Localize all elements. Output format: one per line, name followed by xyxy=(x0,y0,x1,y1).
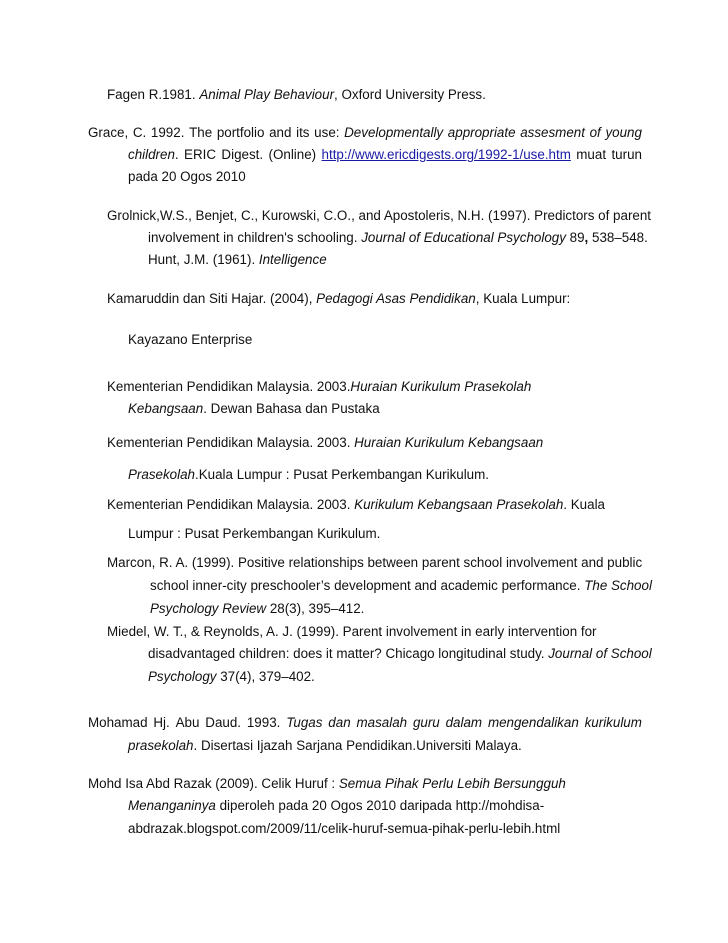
ericdigests-link[interactable]: http://www.ericdigests.org/1992-1/use.htm xyxy=(321,147,571,162)
ref-kpm2-line2 xyxy=(128,466,489,484)
ref-title: Kebangsaan xyxy=(128,401,204,416)
word: 1993. xyxy=(246,715,281,730)
ref-author: Kementerian Pendidikan Malaysia. 2003. xyxy=(107,379,351,394)
word-italic: Tugas xyxy=(286,715,323,730)
ref-mohamad-line2 xyxy=(128,737,522,755)
ref-fagen xyxy=(107,86,486,104)
ref-title: prasekolah xyxy=(128,738,194,753)
ref-author: Kamaruddin dan Siti Hajar. (2004), xyxy=(107,291,317,306)
ref-volume: 89 xyxy=(565,230,585,245)
ref-source: diperoleh pada 20 Ogos 2010 daripada http://mohdisa- xyxy=(215,798,545,813)
ref-title: Kurikulum Kebangsaan Prasekolah xyxy=(354,497,564,512)
ref-kpm1-line2 xyxy=(128,400,380,418)
ref-title: Huraian Kurikulum Kebangsaan xyxy=(354,435,544,450)
ref-author: Hunt, J.M. (1961). xyxy=(148,252,259,267)
ref-journal: The School xyxy=(584,578,652,593)
word: (Online) xyxy=(268,147,317,162)
ref-miedel-line3 xyxy=(148,668,315,686)
ref-publisher: . Disertasi Ijazah Sarjana Pendidikan.Universiti Malaya. xyxy=(193,738,522,753)
ref-title: Animal Play Behaviour xyxy=(199,87,335,102)
ref-publisher: . Kuala xyxy=(563,497,606,512)
ref-kpm3-line1 xyxy=(107,496,605,514)
ref-pages: 28(3), 395–412. xyxy=(266,601,365,616)
word: C. xyxy=(132,125,147,140)
ref-title: Pedagogi Asas Pendidikan xyxy=(316,291,476,306)
word-italic: mengendalikan xyxy=(487,715,579,730)
ref-mohamad-line1 xyxy=(88,714,642,732)
ref-miedel-line2 xyxy=(148,645,652,663)
ref-mohdisa-line2 xyxy=(128,797,544,815)
word-italic: kurikulum xyxy=(584,715,642,730)
word-italic: guru xyxy=(412,715,440,730)
ref-title: involvement in children's schooling. xyxy=(148,230,362,245)
word: 1992. xyxy=(150,125,185,140)
ref-publisher: , Kuala Lumpur: xyxy=(475,291,571,306)
ref-journal: Psychology xyxy=(148,669,217,684)
ref-kamaruddin-line1 xyxy=(107,290,570,308)
ref-mohdisa-line1 xyxy=(88,775,566,793)
word: Mohamad xyxy=(88,715,148,730)
ref-journal: Journal of School xyxy=(548,646,652,661)
ref-author: Fagen R.1981. xyxy=(107,87,200,102)
ref-title: Huraian Kurikulum Prasekolah xyxy=(350,379,532,394)
word-italic: dalam xyxy=(445,715,483,730)
word: portfolio xyxy=(216,125,265,140)
ref-title: children xyxy=(128,147,175,162)
ref-kpm2-line1 xyxy=(107,434,543,452)
ref-grace-line2 xyxy=(128,146,642,164)
ref-grace-line3: pada 20 Ogos 2010 xyxy=(128,169,246,184)
word: and xyxy=(269,125,292,140)
ref-marcon-line2 xyxy=(150,577,652,595)
word: muat xyxy=(576,147,607,162)
ref-title: Intelligence xyxy=(258,252,327,267)
ref-grace-line1 xyxy=(88,124,642,142)
ref-miedel-line1: Miedel, W. T., & Reynolds, A. J. (1999). Parent involvement in early intervention for xyxy=(107,624,597,639)
word: ERIC xyxy=(184,147,217,162)
word: its xyxy=(296,125,310,140)
word: Hj. xyxy=(153,715,170,730)
ref-author: Mohd Isa Abd Razak (2009). Celik Huruf : xyxy=(88,776,339,791)
ref-author: Kementerian Pendidikan Malaysia. 2003. xyxy=(107,435,355,450)
ref-kamaruddin-line2: Kayazano Enterprise xyxy=(128,332,253,347)
ref-title: Menanganinya xyxy=(128,798,216,813)
ref-title: disadvantaged children: does it matter? Chicago longitudinal study. xyxy=(148,646,549,661)
ref-kpm1-line1 xyxy=(107,378,531,396)
word-italic: of xyxy=(589,125,601,140)
word-italic: dan xyxy=(328,715,351,730)
word: The xyxy=(189,125,213,140)
word: Abu xyxy=(175,715,200,730)
ref-title: Prasekolah xyxy=(128,467,195,482)
word-italic: young xyxy=(605,125,642,140)
word-italic: Developmentally xyxy=(344,125,444,140)
ref-marcon-line3 xyxy=(150,600,364,618)
word: turun xyxy=(611,147,642,162)
ref-marcon-line1: Marcon, R. A. (1999). Positive relationships between parent school involvement and public xyxy=(107,555,643,570)
ref-pages: 538–548. xyxy=(588,230,648,245)
punct: , xyxy=(584,230,589,245)
ref-kpm3-line2: Lumpur : Pusat Perkembangan Kurikulum. xyxy=(128,526,381,541)
ref-title: Semua Pihak Perlu Lebih Bersungguh xyxy=(338,776,566,791)
ref-pages: 37(4), 379–402. xyxy=(216,669,315,684)
word: use: xyxy=(314,125,340,140)
punct: . xyxy=(174,147,179,162)
ref-grolnick-line2 xyxy=(148,229,648,247)
word-italic: assesment xyxy=(520,125,585,140)
ref-author: Kementerian Pendidikan Malaysia. 2003. xyxy=(107,497,355,512)
word-italic: masalah xyxy=(356,715,408,730)
ref-mohdisa-line3: abdrazak.blogspot.com/2009/11/celik-huruf-semua-pihak-perlu-lebih.html xyxy=(128,821,561,836)
word: Digest. xyxy=(221,147,264,162)
ref-hunt xyxy=(148,251,327,269)
ref-journal: Journal of Educational Psychology xyxy=(361,230,566,245)
ref-publisher: , Oxford University Press. xyxy=(334,87,486,102)
word: Grace, xyxy=(88,125,129,140)
word-italic: appropriate xyxy=(447,125,516,140)
word: Daud. xyxy=(205,715,242,730)
ref-journal: Psychology Review xyxy=(150,601,267,616)
ref-grolnick-line1: Grolnick,W.S., Benjet, C., Kurowski, C.O., and Apostoleris, N.H. (1997). Predictors of parent xyxy=(107,208,652,223)
ref-title: school inner-city preschooler’s development and academic performance. xyxy=(150,578,585,593)
ref-publisher: . Dewan Bahasa dan Pustaka xyxy=(203,401,380,416)
ref-publisher: .Kuala Lumpur : Pusat Perkembangan Kurikulum. xyxy=(195,467,490,482)
